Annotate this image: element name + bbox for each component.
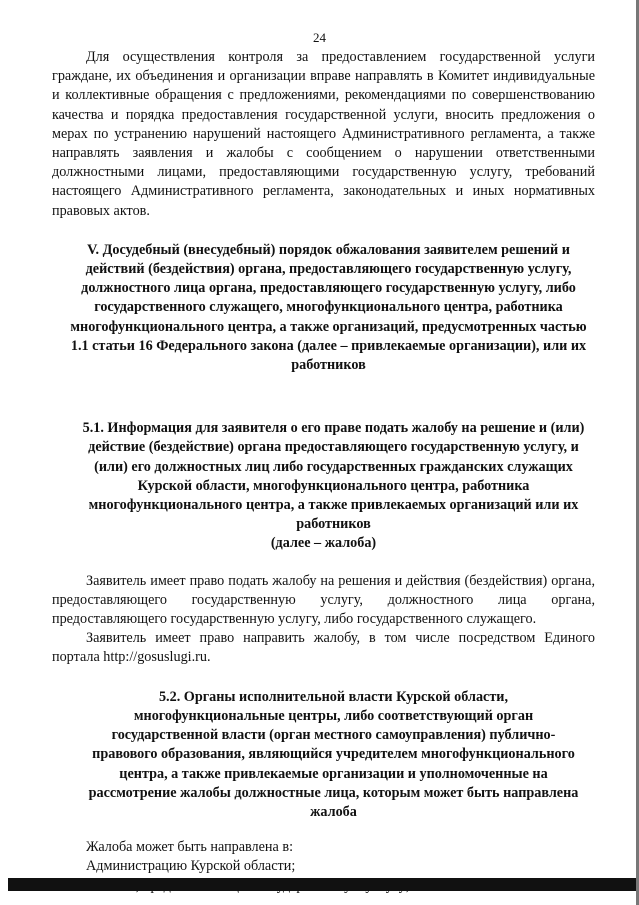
section-5-1-heading: 5.1. Информация для заявителя о его праве подать жалобу на решение и (или) действие (бездействие) органа предоставляющего государственную услугу, и (или) его должностных лиц либо государственных гражданских служащих Курской области, многофункционального центра, работника многофункционального центра, а также привлекаемых организаций или их работников <box>82 420 585 533</box>
section-5-1-paragraph-2: Заявитель имеет право направить жалобу, в том числе посредством Единого портала http://gosuslugi.ru. <box>52 630 595 666</box>
section-5-2-heading: 5.2. Органы исполнительной власти Курской области, многофункциональные центры, либо соответствующий орган государственной власти (орган местного самоуправления) публично-правового образования, являющийся учредителем многофункционального центра, а также привлекаемые организации и уполномоченные на рассмотрение жалобы должностные лица, которым может быть направлена жалоба <box>88 688 579 820</box>
section-5-1-subheading: (далее – жалоба) <box>270 535 377 552</box>
scan-bottom-bar <box>8 878 639 891</box>
section-5-1-paragraph-1: Заявитель имеет право подать жалобу на решения и действия (бездействия) органа, предоставляющего государственную услугу, должностного лица органа, предоставляющего государственную услугу, либо государственного служащего. <box>52 572 595 628</box>
page-number: 24 <box>313 30 326 45</box>
list-intro: Жалоба может быть направлена в: <box>86 839 294 856</box>
list-item: Администрацию Курской области; <box>86 858 296 875</box>
section-5-1-body <box>52 572 595 668</box>
intro-paragraph: Для осуществления контроля за предоставлением государственной услуги граждане, их объединения и организации вправе направлять в Комитет индивидуальные и коллективные обращения с предложениями, рекомендациями по совершенствованию качества и порядка предоставления государственной услуги, вносить предложения о мерах по устранению нарушений настоящего Административного регламента, а также направлять заявления и жалобы с сообщением о нарушении ответственными должностными лицами, предоставляющими государственную услугу, требований настоящего Административного регламента, законодательных и иных нормативных правовых актов. <box>52 49 595 219</box>
section-v-heading: V. Досудебный (внесудебный) порядок обжалования заявителем решений и действий (бездействия) органа, предоставляющего государственную услугу, должностного лица органа, предоставляющего государственную услугу, либо государственного служащего, многофункционального центра, работника многофункционального центра, а также организаций, предусмотренных частью 1.1 статьи 16 Федерального закона (далее – привлекаемые организации), или их работников <box>70 241 587 374</box>
page-content <box>52 48 595 896</box>
